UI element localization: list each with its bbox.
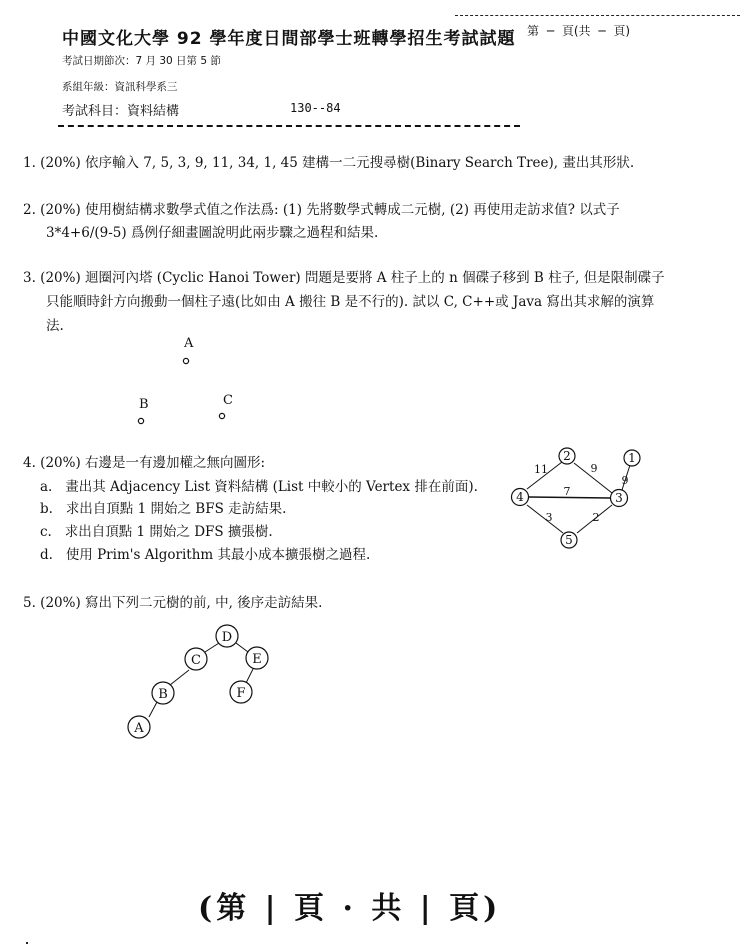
exam-code: 130--84 [290, 101, 341, 115]
exam-subject: 考試科目：資料結構 [62, 104, 180, 119]
graph-node-label: 1 [628, 451, 636, 465]
edge-weight: 9 [590, 462, 598, 475]
exam-date: 考試日期節次：7 月 30 日第 5 節 [62, 55, 221, 67]
question-2-text-line-1: 使用樹結構求數學式值之作法爲: (1) 先將數學式轉成二元樹, (2) 再使用走訪求值? 以式子 [85, 202, 620, 218]
question-3-text-line-2: 只能順時針方向搬動一個柱子遠(比如由 A 搬往 B 是不行的). 試以 C, C++或 Java 寫出其求解的演算 [46, 294, 655, 310]
department: 系組年級：資訊科學系三 [62, 81, 178, 93]
tree-edge-d-e [236, 643, 248, 652]
subitem-label: d. [40, 547, 53, 563]
scan-speck [26, 942, 28, 944]
question-5-text: 寫出下列二元樹的前, 中, 後序走訪結果. [85, 595, 323, 611]
tree-edge-b-a [149, 702, 157, 717]
question-5-number: 5. (20%) [23, 595, 81, 611]
tree-node-label: A [134, 721, 144, 736]
edge-weight: 7 [563, 485, 571, 498]
question-1-number: 1. (20%) [23, 155, 81, 171]
exam-title: 中國文化大學 92 學年度日間部學士班轉學招生考試試題 [62, 29, 516, 49]
subitem-label: c. [40, 524, 52, 540]
tree-edge-c-b [170, 670, 189, 685]
tree-node-label: B [158, 687, 168, 702]
question-3-number: 3. (20%) [23, 270, 81, 286]
subitem-label: a. [40, 479, 53, 495]
edge-weight: 2 [592, 511, 600, 524]
tree-edge-d-c [205, 643, 219, 652]
tree-node-label: D [221, 630, 233, 645]
tree-node-label: F [236, 686, 246, 701]
page-info: 第 ─ 頁(共 ─ 頁) [527, 24, 631, 38]
subitem-text: 求出自頂點 1 開始之 BFS 走訪結果. [65, 501, 287, 517]
peg-label-b: B [139, 397, 149, 412]
graph-node-label: 2 [563, 449, 571, 463]
question-1-text: 依序輸入 7, 5, 3, 9, 11, 34, 1, 45 建構一二元搜尋樹(Binary Search Tree), 畫出其形狀. [85, 155, 635, 171]
subitem-text: 求出自頂點 1 開始之 DFS 擴張樹. [64, 524, 273, 540]
tree-node-label: C [191, 653, 201, 668]
question-2-text-line-2: 3*4+6/(9-5) 爲例仔細畫圖說明此兩步驟之過程和結果. [46, 225, 379, 241]
subitem-text: 使用 Prim's Algorithm 其最小成本擴張樹之過程. [65, 547, 371, 563]
tree-node-label: E [252, 652, 262, 667]
edge-weight: 3 [545, 511, 553, 524]
question-4-number: 4. (20%) [23, 455, 81, 471]
peg-label-a: A [184, 336, 194, 351]
edge-weight: 9 [621, 474, 629, 487]
graph-node-label: 3 [615, 491, 623, 505]
subitem-text: 畫出其 Adjacency List 資料結構 (List 中較小的 Vertex 排在前面). [65, 479, 478, 495]
question-4-text: 右邊是一有邊加權之無向圖形: [85, 455, 266, 471]
subitem-label: b. [40, 501, 53, 517]
edge-weight: 11 [534, 463, 548, 476]
graph-node-label: 5 [565, 533, 573, 547]
question-3-text-line-1: 迴圈河內塔 (Cyclic Hanoi Tower) 問題是要將 A 柱子上的 n 個碟子移到 B 柱子, 但是限制碟子 [85, 270, 665, 286]
question-3-text-line-3: 法. [46, 318, 64, 334]
footer-page-number: (第 | 頁 · 共 | 頁) [198, 891, 502, 926]
peg-label-c: C [223, 393, 233, 408]
question-2-number: 2. (20%) [23, 202, 81, 218]
tree-edge-e-f [246, 669, 253, 683]
graph-node-label: 4 [516, 490, 524, 504]
